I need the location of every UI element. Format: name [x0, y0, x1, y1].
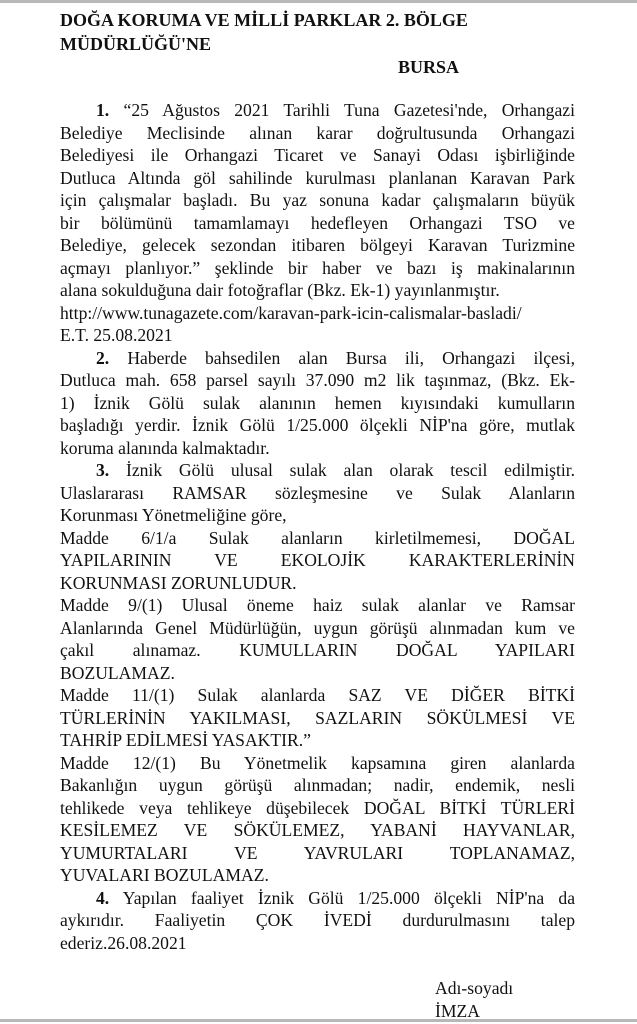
line-text: aykırıdır. Faaliyetin ÇOK İVEDİ durdurulmasını talep — [60, 910, 575, 930]
line-text: Ulaslararası RAMSAR sözleşmesine ve Sulak Alanların — [60, 482, 575, 503]
line-text: TÜRLERİNİN YAKILMASI, SAZLARIN SÖKÜLMESİ VE — [60, 707, 575, 728]
text-line — [60, 707, 575, 730]
line-text: TAHRİP EDİLMESİ YASAKTIR.” — [60, 730, 311, 750]
numbered-paragraph — [60, 887, 575, 955]
text-line — [60, 572, 575, 595]
line-text: Alanlarında Genel Müdürlüğün, uygun görüşü alınmadan kum ve — [60, 617, 575, 638]
text-line — [60, 392, 575, 415]
line-text: “25 Ağustos 2021 Tarihli Tuna Gazetesi'nde, Orhangazi — [123, 100, 575, 120]
paragraph — [60, 752, 575, 887]
text-line — [60, 482, 575, 505]
text-line — [60, 639, 575, 662]
text-line — [60, 932, 575, 955]
text-line — [60, 144, 575, 167]
text-line — [60, 819, 575, 842]
text-line — [60, 842, 575, 865]
petition-body — [60, 99, 575, 954]
paragraph — [60, 594, 575, 684]
text-line — [60, 122, 575, 145]
text-line — [60, 189, 575, 212]
line-text: alana sokulduğuna dair fotoğraflar (Bkz. Ek-1) yayınlanmıştır. — [60, 280, 500, 300]
numbered-paragraph — [60, 347, 575, 460]
line-text: İznik Gölü ulusal sulak alan olarak tescil edilmiştir. — [125, 460, 576, 480]
paragraph — [60, 527, 575, 595]
line-text: çakıl alınamaz. KUMULLARIN DOĞAL YAPILARI — [60, 640, 575, 660]
text-line — [60, 527, 575, 550]
line-text: Belediye, gelecek sezondan itibaren bölgeyi Karavan Turizmine — [60, 235, 575, 255]
addressee-line-1: DOĞA KORUMA VE MİLLİ PARKLAR 2. BÖLGE — [60, 10, 468, 30]
paragraph-number: 2. — [96, 347, 110, 368]
line-text: Bakanlığın uygun görüşü alınmadan; nadir, endemik, nesli — [60, 775, 575, 795]
line-text: Belediye Meclisinde alınan karar doğrultusunda Orhangazi — [60, 122, 575, 143]
paragraph-number: 1. — [96, 100, 110, 120]
text-line — [60, 887, 575, 910]
line-text: http://www.tunagazete.com/karavan-park-icin-calismalar-basladi/ — [60, 302, 522, 323]
line-text: 1) İznik Gölü sulak alanının hemen kıyısındaki kumulların — [60, 392, 575, 413]
line-text: KESİLEMEZ VE SÖKÜLEMEZ, YABANİ HAYVANLAR, — [60, 820, 575, 840]
text-line — [60, 234, 575, 257]
text-line — [60, 347, 575, 370]
line-text: Yapılan faaliyet İznik Gölü 1/25.000 ölçekli NİP'na da — [122, 887, 576, 908]
line-text: koruma alanında kalmaktadır. — [60, 437, 270, 458]
text-line — [60, 684, 575, 707]
line-text: Dutluca Altında göl sahilinde kurulması planlanan Karavan Park — [60, 167, 575, 188]
line-text: YUMURTALARI VE YAVRULARI TOPLANAMAZ, — [60, 842, 575, 863]
line-text: açmayı planlıyor.” şeklinde bir haber ve bazı iş makinalarının — [60, 257, 575, 278]
paragraph — [60, 324, 575, 347]
paragraph-number: 4. — [96, 887, 110, 908]
line-text: başladığı yerdir. İznik Gölü 1/25.000 ölçekli NİP'na göre, mutlak — [60, 415, 575, 435]
line-text: E.T. 25.08.2021 — [60, 325, 173, 345]
line-text: Madde 12/(1) Bu Yönetmelik kapsamına giren alanlarda — [60, 752, 575, 773]
top-border — [0, 0, 637, 3]
signature-name-label: Adı-soyadı — [435, 978, 514, 998]
text-line — [60, 414, 575, 437]
line-text: Haberde bahsedilen alan Bursa ili, Orhangazi ilçesi, — [127, 347, 575, 368]
line-text: ederiz.26.08.2021 — [60, 932, 187, 953]
text-line — [60, 212, 575, 235]
text-line — [60, 774, 575, 797]
text-line — [60, 302, 575, 325]
line-text: Korunması Yönetmeliğine göre, — [60, 505, 287, 525]
line-text: bir bölümünü tamamlamayı hedefleyen Orhangazi TSO ve — [60, 212, 575, 233]
text-line — [60, 459, 575, 482]
bottom-border — [0, 1019, 637, 1022]
numbered-paragraph — [60, 459, 575, 527]
line-text: Dutluca mah. 658 parsel sayılı 37.090 m2 lik taşınmaz, (Bkz. Ek- — [60, 370, 575, 390]
text-line — [60, 549, 575, 572]
text-line — [60, 369, 575, 392]
text-line — [60, 279, 575, 302]
text-line — [60, 864, 575, 887]
text-line — [60, 797, 575, 820]
text-line — [60, 594, 575, 617]
addressee-city: BURSA — [398, 57, 460, 77]
signature-sign-label: İMZA — [435, 1001, 480, 1021]
line-text: Madde 11/(1) Sulak alanlarda SAZ VE DİĞER BİTKİ — [60, 685, 575, 705]
text-line — [60, 324, 575, 347]
text-line — [60, 729, 575, 752]
text-line — [60, 257, 575, 280]
line-text: Madde 6/1/a Sulak alanların kirletilmemesi, DOĞAL — [60, 527, 575, 548]
line-text: KORUNMASI ZORUNLUDUR. — [60, 572, 297, 593]
text-line — [60, 617, 575, 640]
text-line — [60, 167, 575, 190]
line-text: tehlikede veya tehlikeye düşebilecek DOĞAL BİTKİ TÜRLERİ — [60, 797, 575, 818]
text-line — [60, 752, 575, 775]
line-text: Madde 9/(1) Ulusal öneme haiz sulak alanlar ve Ramsar — [60, 595, 575, 615]
numbered-paragraph — [60, 99, 575, 302]
text-line — [60, 437, 575, 460]
text-line — [60, 504, 575, 527]
addressee-line-2: MÜDÜRLÜĞÜ'NE — [60, 34, 211, 54]
text-line — [60, 99, 575, 122]
line-text: için çalışmalar başladı. Bu yaz sonuna kadar çalışmaların büyük — [60, 190, 575, 210]
line-text: YAPILARININ VE EKOLOJİK KARAKTERLERİNİN — [60, 550, 575, 570]
text-line — [60, 909, 575, 932]
paragraph — [60, 302, 575, 325]
paragraph — [60, 684, 575, 752]
line-text: Belediyesi ile Orhangazi Ticaret ve Sanayi Odası işbirliğinde — [60, 145, 575, 165]
line-text: BOZULAMAZ. — [60, 662, 175, 683]
line-text: YUVALARI BOZULAMAZ. — [60, 865, 269, 885]
paragraph-number: 3. — [96, 460, 110, 480]
text-line — [60, 662, 575, 685]
